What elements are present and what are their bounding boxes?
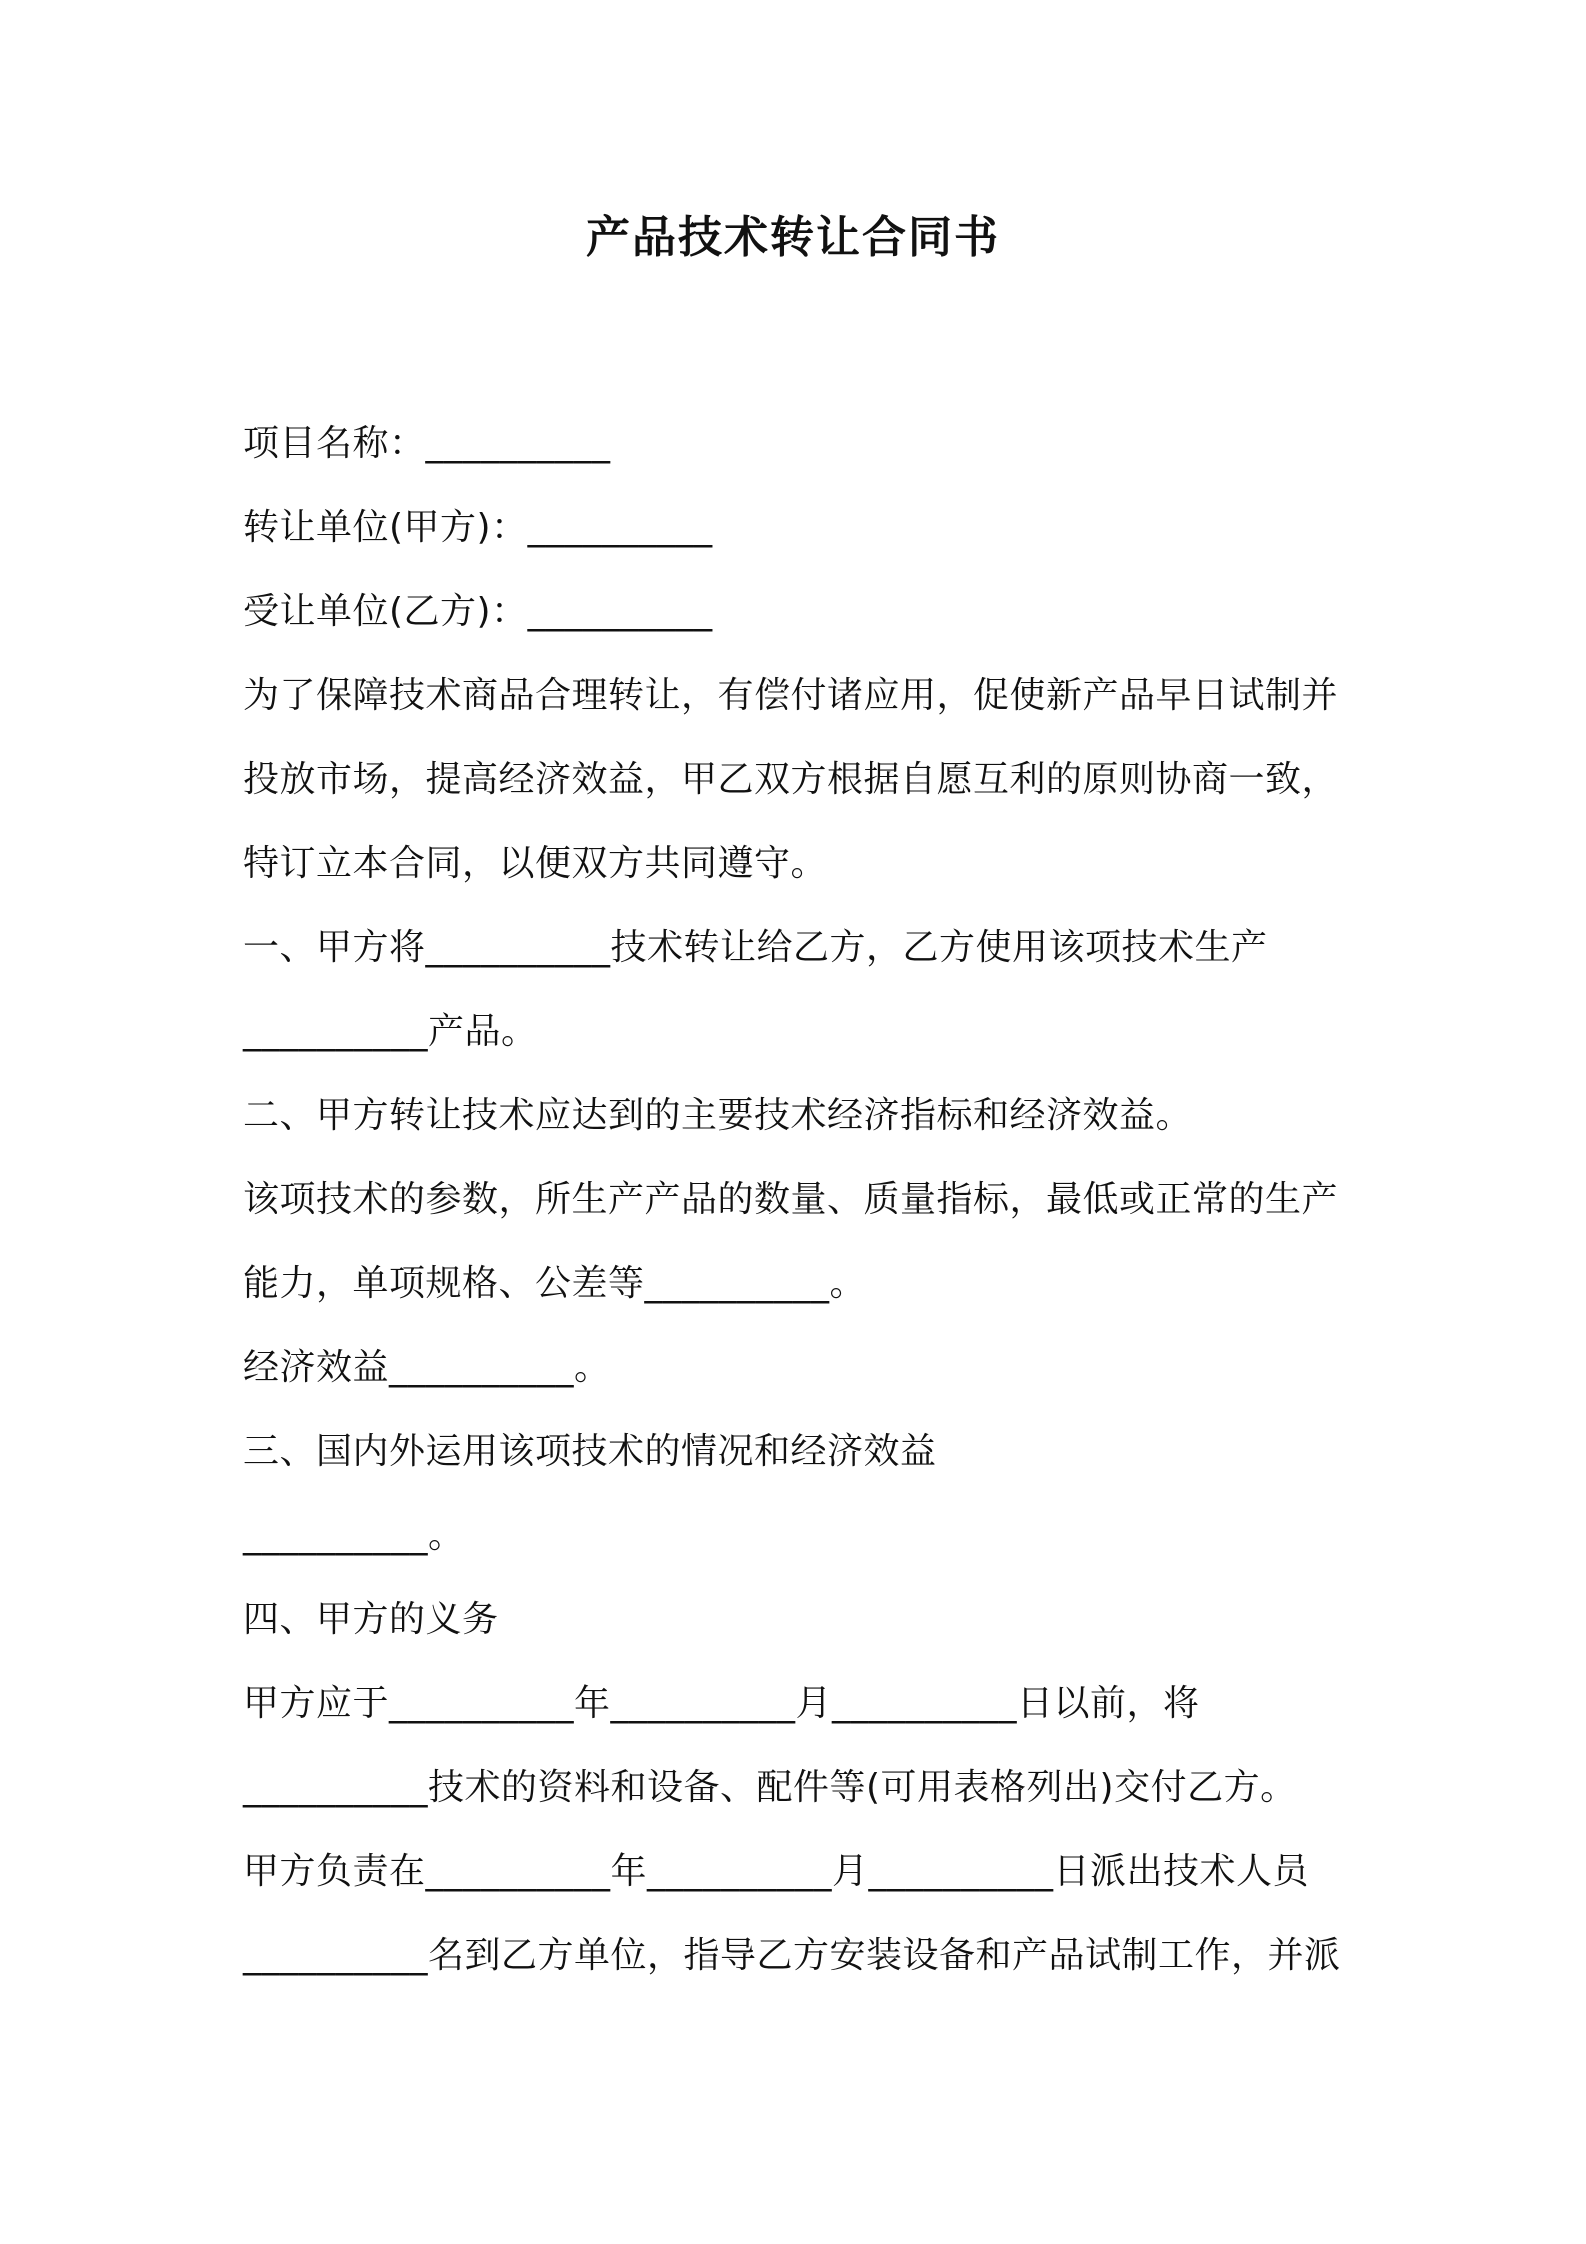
preamble-line-3: 特订立本合同，以便双方共同遵守。 — [243, 843, 828, 884]
document-title: 产品技术转让合同书 — [586, 212, 1000, 263]
preamble-line-2: 投放市场，提高经济效益，甲乙双方根据自愿互利的原则协商一致， — [243, 759, 1339, 800]
field-transferor-party-a: 转让单位(甲方)：__________ — [243, 507, 713, 548]
clause-4-line-2: __________技术的资料和设备、配件等(可用表格列出)交付乙方。 — [243, 1767, 1297, 1808]
clause-4-line-4: __________名到乙方单位，指导乙方安装设备和产品试制工作，并派 — [243, 1935, 1341, 1976]
clause-2-line-3: 经济效益__________。 — [243, 1347, 611, 1388]
clause-1-line-1: 一、甲方将__________技术转让给乙方，乙方使用该项技术生产 — [243, 927, 1268, 968]
clause-3-line-1: __________。 — [243, 1515, 465, 1556]
clause-2-line-2: 能力，单项规格、公差等__________。 — [243, 1263, 867, 1304]
document-body — [243, 402, 1363, 1998]
clause-3-heading: 三、国内外运用该项技术的情况和经济效益 — [243, 1431, 937, 1472]
clause-4-heading: 四、甲方的义务 — [243, 1599, 499, 1640]
clause-2-line-1: 该项技术的参数，所生产产品的数量、质量指标，最低或正常的生产 — [243, 1179, 1339, 1220]
field-project-name: 项目名称：__________ — [243, 423, 611, 464]
preamble-line-1: 为了保障技术商品合理转让，有偿付诸应用，促使新产品早日试制并 — [243, 675, 1339, 716]
clause-4-line-1: 甲方应于__________年__________月__________日以前，将 — [243, 1683, 1200, 1724]
clause-4-line-3: 甲方负责在__________年__________月__________日派出技术人员 — [243, 1851, 1310, 1892]
clause-1-line-2: __________产品。 — [243, 1011, 538, 1052]
clause-2-heading: 二、甲方转让技术应达到的主要技术经济指标和经济效益。 — [243, 1095, 1193, 1136]
field-transferee-party-b: 受让单位(乙方)：__________ — [243, 591, 713, 632]
